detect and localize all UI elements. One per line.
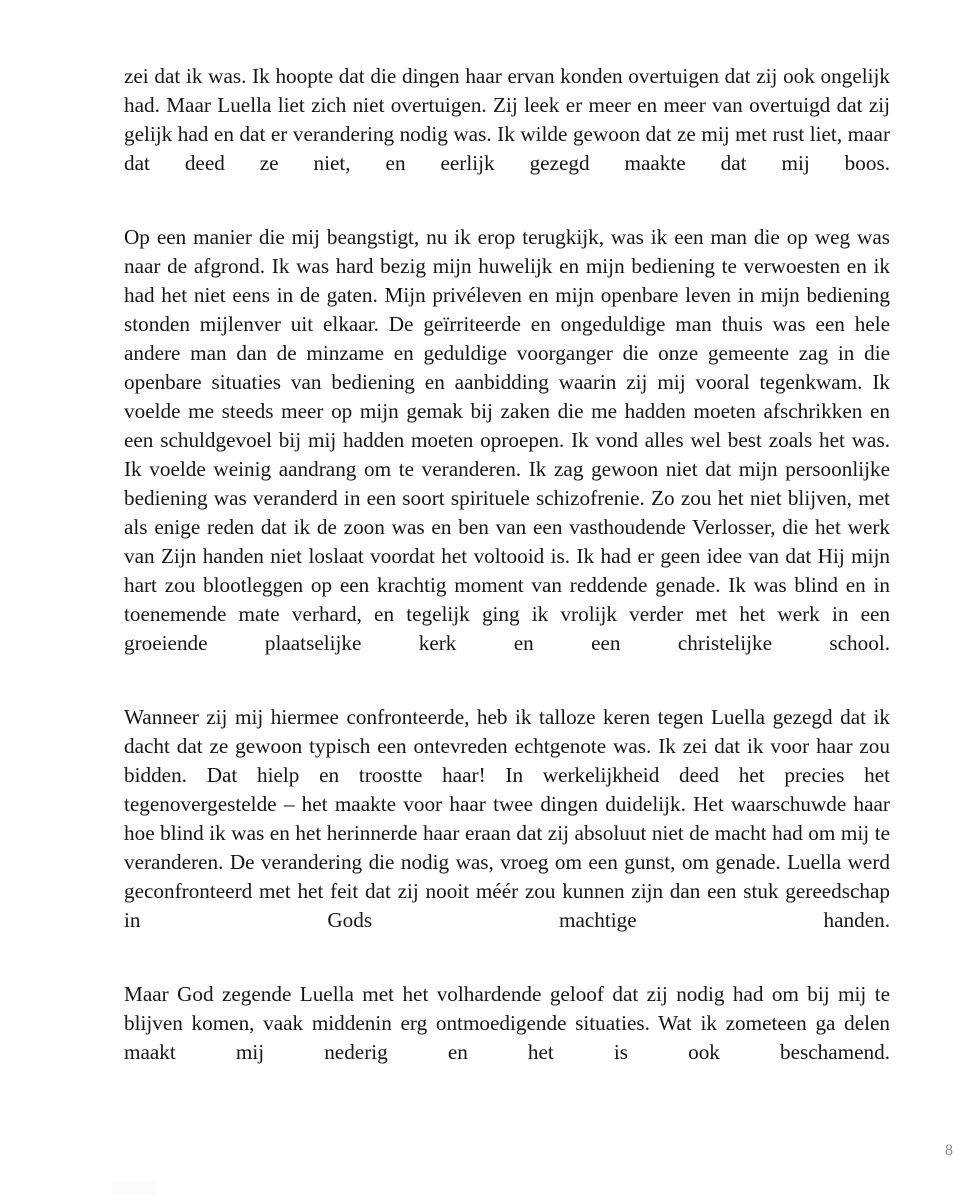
- body-text-column: [124, 62, 890, 1096]
- paragraph-3: Wanneer zij mij hiermee confronteerde, heb ik talloze keren tegen Luella gezegd dat ik dacht dat ze gewoon typisch een ontevreden echtgenote was. Ik zei dat ik voor haar zou bidden. Dat hielp en troostte haar! In werkelijkheid deed het precies het tegenovergestelde – het maakte voor haar twee dingen duidelijk. Het waarschuwde haar hoe blind ik was en het herinnerde haar eraan dat zij absoluut niet de macht had om mij te veranderen. De verandering die nodig was, vroeg om een gunst, om genade. Luella werd geconfronteerd met het feit dat zij nooit méér zou kunnen zijn dan een stuk gereedschap in Gods machtige handen.: [124, 705, 890, 932]
- page-number: 8: [945, 1142, 953, 1159]
- paragraph-1: zei dat ik was. Ik hoopte dat die dingen haar ervan konden overtuigen dat zij ook ongelijk had. Maar Luella liet zich niet overtuigen. Zij leek er meer en meer van overtuigd dat zij gelijk had en dat er verandering nodig was. Ik wilde gewoon dat ze mij met rust liet, maar dat deed ze niet, en eerlijk gezegd maakte dat mij boos.: [124, 64, 890, 175]
- paragraph-4: Maar God zegende Luella met het volhardende geloof dat zij nodig had om bij mij te blijven komen, vaak middenin erg ontmoedigende situaties. Wat ik zometeen ga delen maakt mij nederig en het is ook beschamend.: [124, 982, 890, 1064]
- page-corner-mark: [112, 1181, 156, 1195]
- paragraph-2: Op een manier die mij beangstigt, nu ik erop terugkijk, was ik een man die op weg was naar de afgrond. Ik was hard bezig mijn huwelijk en mijn bediening te verwoesten en ik had het niet eens in de gaten. Mijn privéleven en mijn openbare leven in mijn bediening stonden mijlenver uit elkaar. De geïrriteerde en ongeduldige man thuis was een hele andere man dan de minzame en geduldige voorganger die onze gemeente zag in die openbare situaties van bediening en aanbidding waarin zij mij vooral tegenkwam. Ik voelde me steeds meer op mijn gemak bij zaken die me hadden moeten afschrikken en een schuldgevoel bij mij hadden moeten oproepen. Ik vond alles wel best zoals het was. Ik voelde weinig aandrang om te veranderen. Ik zag gewoon niet dat mijn persoonlijke bediening was veranderd in een soort spirituele schizofrenie. Zo zou het niet blijven, met als enige reden dat ik de zoon was en ben van een vasthoudende Verlosser, die het werk van Zijn handen niet loslaat voordat het voltooid is. Ik had er geen idee van dat Hij mijn hart zou blootleggen op een krachtig moment van reddende genade. Ik was blind en in toenemende mate verhard, en tegelijk ging ik vrolijk verder met het werk in een groeiende plaatselijke kerk en een christelijke school.: [124, 225, 890, 655]
